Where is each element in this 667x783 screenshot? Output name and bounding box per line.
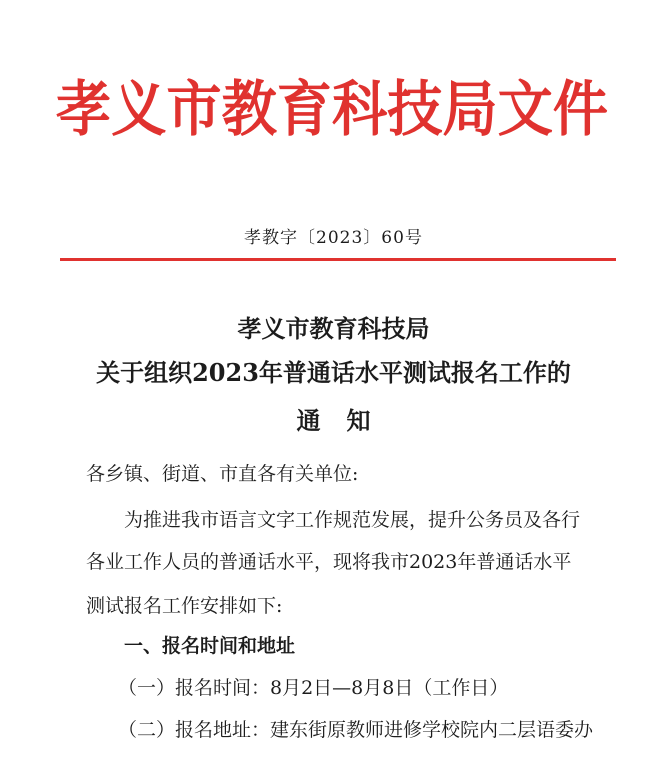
title-line-3: 通知	[296, 406, 397, 435]
item-1-registration-time: （一）报名时间：8月2日—8月8日（工作日）	[118, 677, 509, 699]
document-number: 孝教字〔2023〕60号	[244, 228, 423, 248]
title-line-1: 孝义市教育科技局	[237, 314, 430, 343]
paragraph-1-line-2: 各业工作人员的普通话水平，现将我市2023年普通话水平	[86, 551, 572, 573]
addressee: 各乡镇、街道、市直各有关单位:	[86, 463, 359, 485]
paragraph-1-line-3: 测试报名工作安排如下:	[86, 595, 283, 617]
title-line-2: 关于组织2023年普通话水平测试报名工作的	[96, 358, 571, 387]
section-1-heading: 一、报名时间和地址	[124, 635, 296, 657]
red-divider-line	[60, 258, 616, 261]
paragraph-1-line-1: 为推进我市语言文字工作规范发展，提升公务员及各行	[124, 509, 581, 531]
letterhead-title: 孝义市教育科技局文件	[56, 75, 608, 145]
item-2-registration-address: （二）报名地址：建东街原教师进修学校院内二层语委办	[118, 719, 594, 741]
